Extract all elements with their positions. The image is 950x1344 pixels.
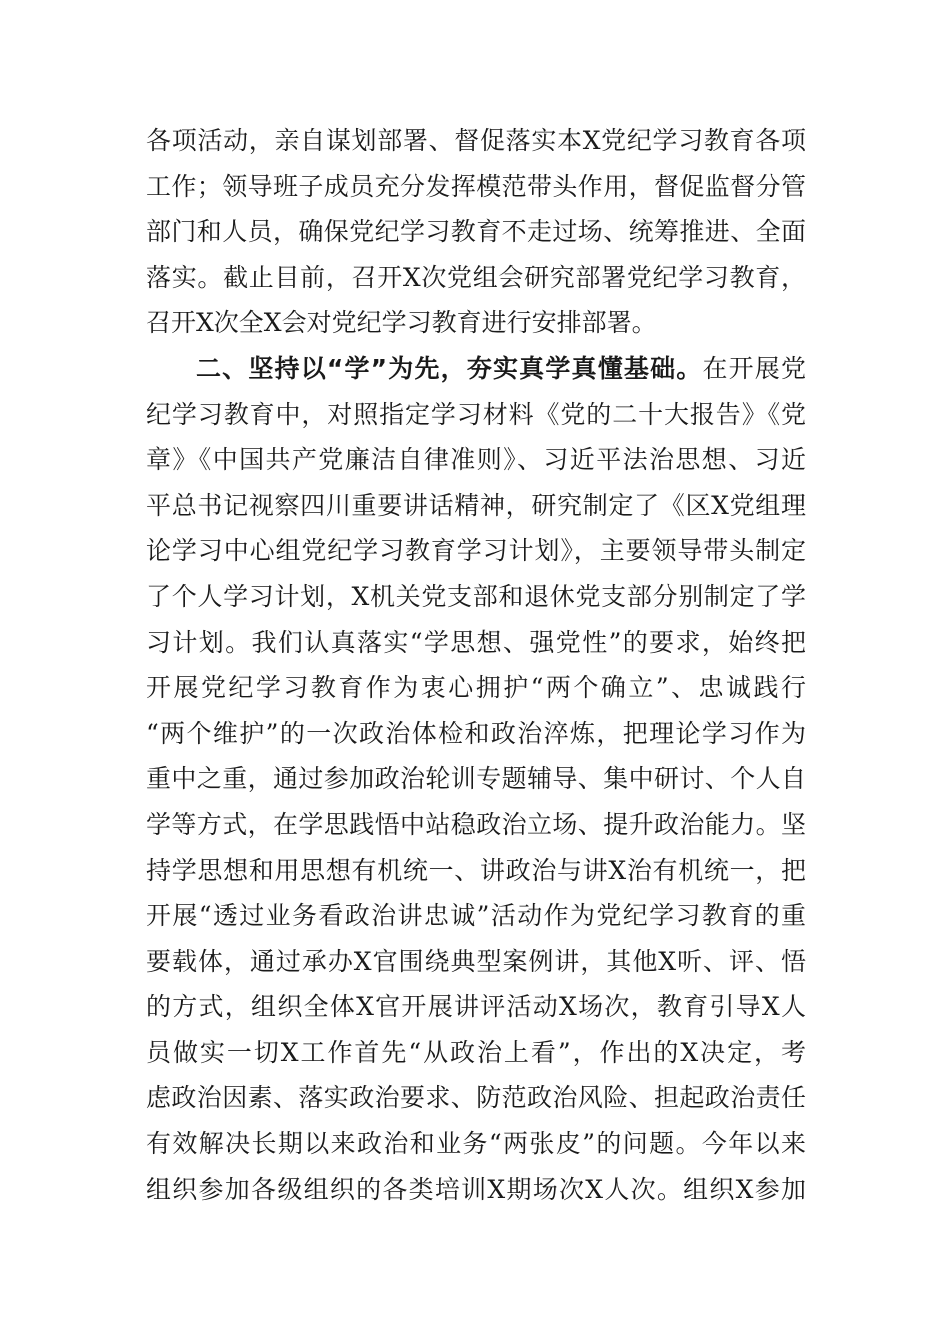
text-line: 要载体，通过承办X官围绕典型案例讲，其他X听、评、悟 — [146, 946, 806, 976]
section-heading-line — [146, 346, 806, 392]
text-line: 部门和人员，确保党纪学习教育不走过场、统筹推进、全面 — [146, 217, 806, 247]
text-line: 工作；领导班子成员充分发挥模范带头作用，督促监督分管 — [146, 171, 806, 201]
text-line: 虑政治因素、落实政治要求、防范政治风险、担起政治责任 — [146, 1083, 806, 1113]
text-span: 在开展党 — [702, 353, 806, 383]
text-line: 落实。截止目前，召开X次党组会研究部署党纪学习教育， — [146, 262, 806, 292]
text-line: 持学思想和用思想有机统一、讲政治与讲X治有机统一，把 — [146, 855, 806, 885]
text-line: 员做实一切X工作首先“从政治上看”，作出的X决定，考 — [146, 1037, 806, 1067]
text-line: 了个人学习计划，X机关党支部和退休党支部分别制定了学 — [146, 581, 806, 611]
text-line: 论学习中心组党纪学习教育学习计划》，主要领导带头制定 — [146, 536, 806, 566]
text-line: 习计划。我们认真落实“学思想、强党性”的要求，始终把 — [146, 627, 806, 657]
text-line: “两个维护”的一次政治体检和政治淬炼，把理论学习作为 — [146, 718, 806, 748]
text-line: 重中之重，通过参加政治轮训专题辅导、集中研讨、个人自 — [146, 764, 806, 794]
text-line: 各项活动，亲自谋划部署、督促落实本X党纪学习教育各项 — [146, 126, 806, 155]
body-text — [146, 118, 806, 1212]
text-line: 有效解决长期以来政治和业务“两张皮”的问题。今年以来 — [146, 1129, 806, 1159]
text-line: 章》《中国共产党廉洁自律准则》、习近平法治思想、习近 — [146, 445, 806, 475]
text-line: 召开X次全X会对党纪学习教育进行安排部署。 — [146, 308, 657, 338]
text-line: 学等方式，在学思践悟中站稳政治立场、提升政治能力。坚 — [146, 809, 806, 839]
text-line: 的方式，组织全体X官开展讲评活动X场次，教育引导X人 — [146, 992, 806, 1022]
section-heading: 二、坚持以“学”为先，夯实真学真懂基础。 — [196, 353, 703, 383]
text-line: 平总书记视察四川重要讲话精神，研究制定了《区X党组理 — [146, 490, 806, 520]
text-line: 开展党纪学习教育作为衷心拥护“两个确立”、忠诚践行 — [146, 673, 806, 703]
text-line: 开展“透过业务看政治讲忠诚”活动作为党纪学习教育的重 — [146, 901, 806, 931]
text-line: 组织参加各级组织的各类培训X期场次X人次。组织X参加 — [146, 1174, 806, 1204]
text-line: 纪学习教育中，对照指定学习材料《党的二十大报告》《党 — [146, 399, 806, 429]
